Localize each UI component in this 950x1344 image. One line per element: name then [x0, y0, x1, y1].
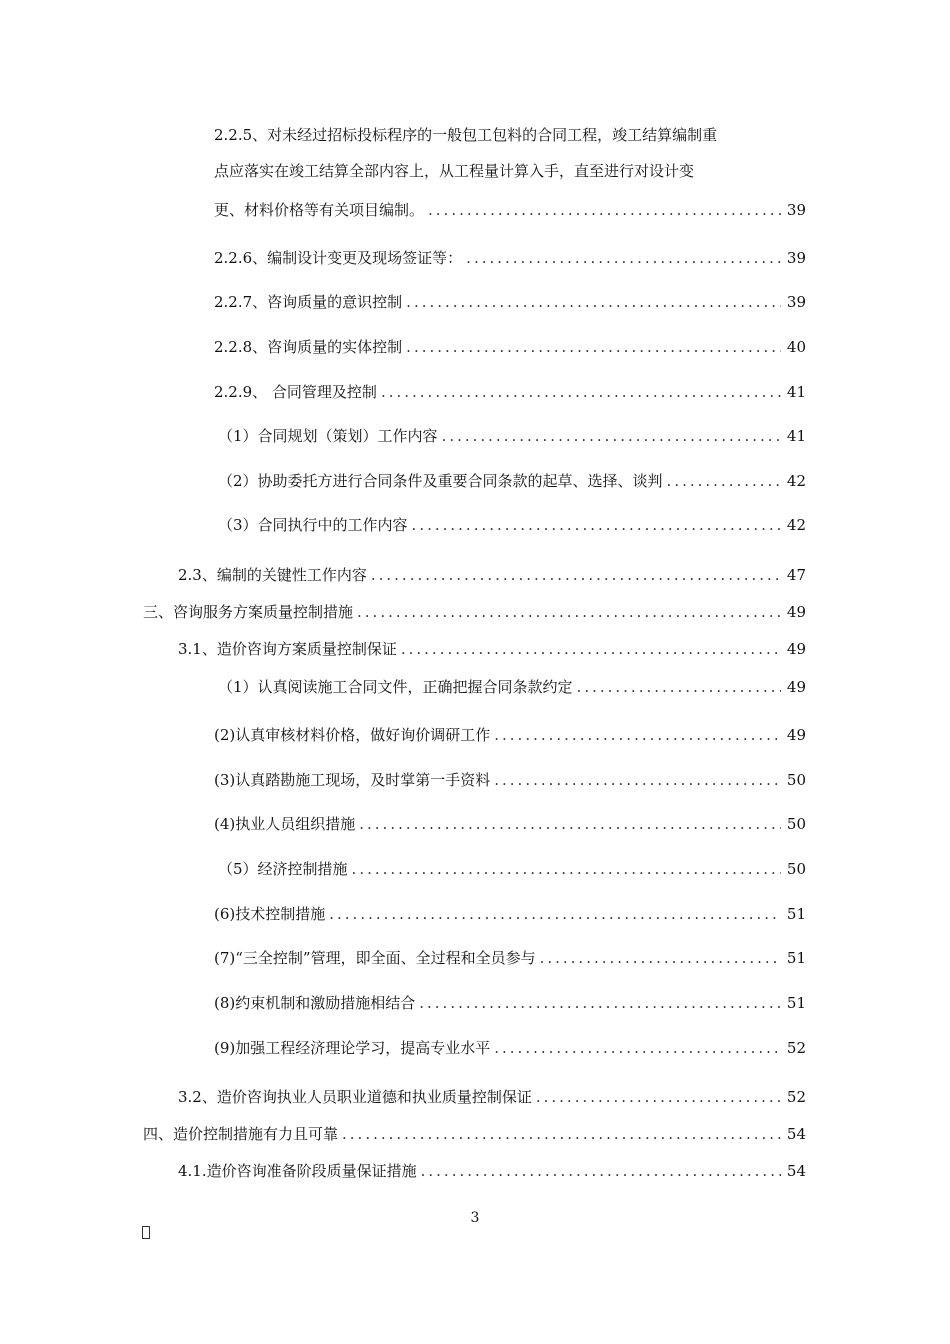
placeholder-glyph-icon — [142, 1226, 150, 1239]
toc-leader-dots — [329, 904, 781, 924]
toc-page-number: 49 — [786, 603, 806, 621]
toc-entry[interactable] — [214, 814, 806, 834]
toc-entry-text: 3.2、造价咨询执业人员职业道德和执业质量控制保证 — [178, 1088, 532, 1106]
toc-page-number: 40 — [786, 338, 806, 356]
toc-page-number: 51 — [786, 905, 806, 923]
toc-leader-dots — [406, 292, 781, 312]
toc-leader-dots — [421, 1161, 781, 1181]
toc-leader-dots — [536, 1087, 781, 1107]
toc-leader-dots — [352, 859, 781, 879]
toc-entry-text: 2.2.7、咨询质量的意识控制 — [214, 293, 403, 311]
toc-page-number: 52 — [786, 1039, 806, 1057]
toc-entry-2-2-5-line3[interactable] — [214, 200, 806, 220]
toc-leader-dots — [540, 948, 781, 968]
toc-leader-dots — [401, 639, 781, 659]
toc-entry-text: (4)执业人员组织措施 — [214, 815, 356, 833]
toc-entry[interactable] — [178, 1087, 806, 1107]
toc-page-number: 49 — [786, 640, 806, 658]
toc-leader-dots — [466, 248, 781, 268]
toc-leader-dots — [494, 770, 781, 790]
toc-leader-dots — [359, 814, 781, 834]
toc-entry-text: （2）协助委托方进行合同条件及重要合同条款的起草、选择、谈判 — [218, 472, 663, 490]
toc-entry-text: （3）合同执行中的工作内容 — [218, 516, 408, 534]
toc-page-number: 50 — [786, 860, 806, 878]
toc-entry[interactable] — [218, 426, 806, 446]
toc-entry[interactable] — [214, 1038, 806, 1058]
toc-leader-dots — [494, 725, 781, 745]
toc-entry[interactable] — [178, 639, 806, 659]
toc-leader-dots — [357, 602, 781, 622]
toc-entry[interactable] — [214, 948, 806, 968]
toc-entry-text: （1）认真阅读施工合同文件，正确把握合同条款约定 — [218, 678, 573, 696]
toc-leader-dots — [342, 1124, 781, 1144]
toc-entry[interactable] — [218, 859, 806, 879]
toc-entry-text: 2.2.8、咨询质量的实体控制 — [214, 338, 403, 356]
toc-entry[interactable] — [214, 292, 806, 312]
toc-page-number: 54 — [786, 1162, 806, 1180]
toc-page-number: 51 — [786, 994, 806, 1012]
toc-entry[interactable] — [214, 993, 806, 1013]
toc-entry[interactable] — [214, 382, 806, 402]
toc-page-number: 41 — [786, 427, 806, 445]
toc-leader-dots — [371, 565, 781, 585]
toc-page-number: 39 — [786, 201, 806, 219]
toc-entry-text: (2)认真审核材料价格，做好询价调研工作 — [214, 726, 491, 744]
toc-leader-dots — [494, 1038, 781, 1058]
toc-leader-dots — [419, 993, 781, 1013]
toc-entry-text: 2.3、编制的关键性工作内容 — [178, 566, 367, 584]
toc-entry[interactable] — [214, 725, 806, 745]
toc-page-number: 52 — [786, 1088, 806, 1106]
toc-entry[interactable] — [218, 677, 806, 697]
toc-entry[interactable] — [143, 602, 806, 622]
toc-entry-text: 四、造价控制措施有力且可靠 — [143, 1125, 339, 1143]
toc-entry[interactable] — [214, 770, 806, 790]
toc-entry-text: 三、咨询服务方案质量控制措施 — [143, 603, 354, 621]
toc-page-number: 39 — [786, 249, 806, 267]
toc-entry-text: （1）合同规划（策划）工作内容 — [218, 427, 438, 445]
toc-entry-text: 4.1.造价咨询准备阶段质量保证措施 — [178, 1162, 417, 1180]
toc-entry[interactable] — [218, 471, 806, 491]
toc-entry-text: (7)“三全控制”管理，即全面、全过程和全员参与 — [214, 949, 536, 967]
toc-leader-dots — [412, 515, 781, 535]
toc-page-number: 49 — [786, 678, 806, 696]
toc-entry[interactable] — [143, 1124, 806, 1144]
toc-page-number: 50 — [786, 815, 806, 833]
toc-entry-text: (9)加强工程经济理论学习，提高专业水平 — [214, 1039, 491, 1057]
toc-entry-text: （5）经济控制措施 — [218, 860, 348, 878]
toc-page-number: 54 — [786, 1125, 806, 1143]
toc-entry-text: 3.1、造价咨询方案质量控制保证 — [178, 640, 397, 658]
toc-entry-text: (8)约束机制和激励措施相结合 — [214, 994, 416, 1012]
toc-entry-text: (3)认真踏勘施工现场，及时掌第一手资料 — [214, 771, 491, 789]
toc-entry[interactable] — [218, 515, 806, 535]
toc-entry[interactable] — [214, 248, 806, 268]
toc-leader-dots — [442, 426, 781, 446]
toc-entry[interactable] — [214, 337, 806, 357]
toc-leader-dots — [667, 471, 781, 491]
toc-entry[interactable] — [178, 565, 806, 585]
toc-entry-text: 2.2.9、 合同管理及控制 — [214, 383, 377, 401]
toc-page-number: 51 — [786, 949, 806, 967]
toc-page-number: 50 — [786, 771, 806, 789]
page-number: 3 — [470, 1210, 480, 1226]
toc-page-number: 42 — [786, 516, 806, 534]
toc-entry-text: 更、材料价格等有关项目编制。 — [214, 201, 425, 219]
toc-entry-2-2-5-line2: 点应落实在竣工结算全部内容上，从工程量计算入手，直至进行对设计变 — [214, 162, 695, 180]
toc-entry-2-2-5-line1: 2.2.5、对未经过招标投标程序的一般包工包料的合同工程，竣工结算编制重 — [214, 126, 718, 144]
toc-entry-text: (6)技术控制措施 — [214, 905, 326, 923]
toc-entry[interactable] — [178, 1161, 806, 1181]
toc-leader-dots — [428, 200, 781, 220]
toc-entry[interactable] — [214, 904, 806, 924]
toc-entry-text: 2.2.6、编制设计变更及现场签证等： — [214, 249, 463, 267]
toc-page-number: 41 — [786, 383, 806, 401]
toc-page-number: 47 — [786, 566, 806, 584]
toc-page-number: 39 — [786, 293, 806, 311]
toc-page-number: 42 — [786, 472, 806, 490]
toc-leader-dots — [381, 382, 781, 402]
toc-leader-dots — [406, 337, 781, 357]
toc-page-number: 49 — [786, 726, 806, 744]
toc-leader-dots — [577, 677, 781, 697]
